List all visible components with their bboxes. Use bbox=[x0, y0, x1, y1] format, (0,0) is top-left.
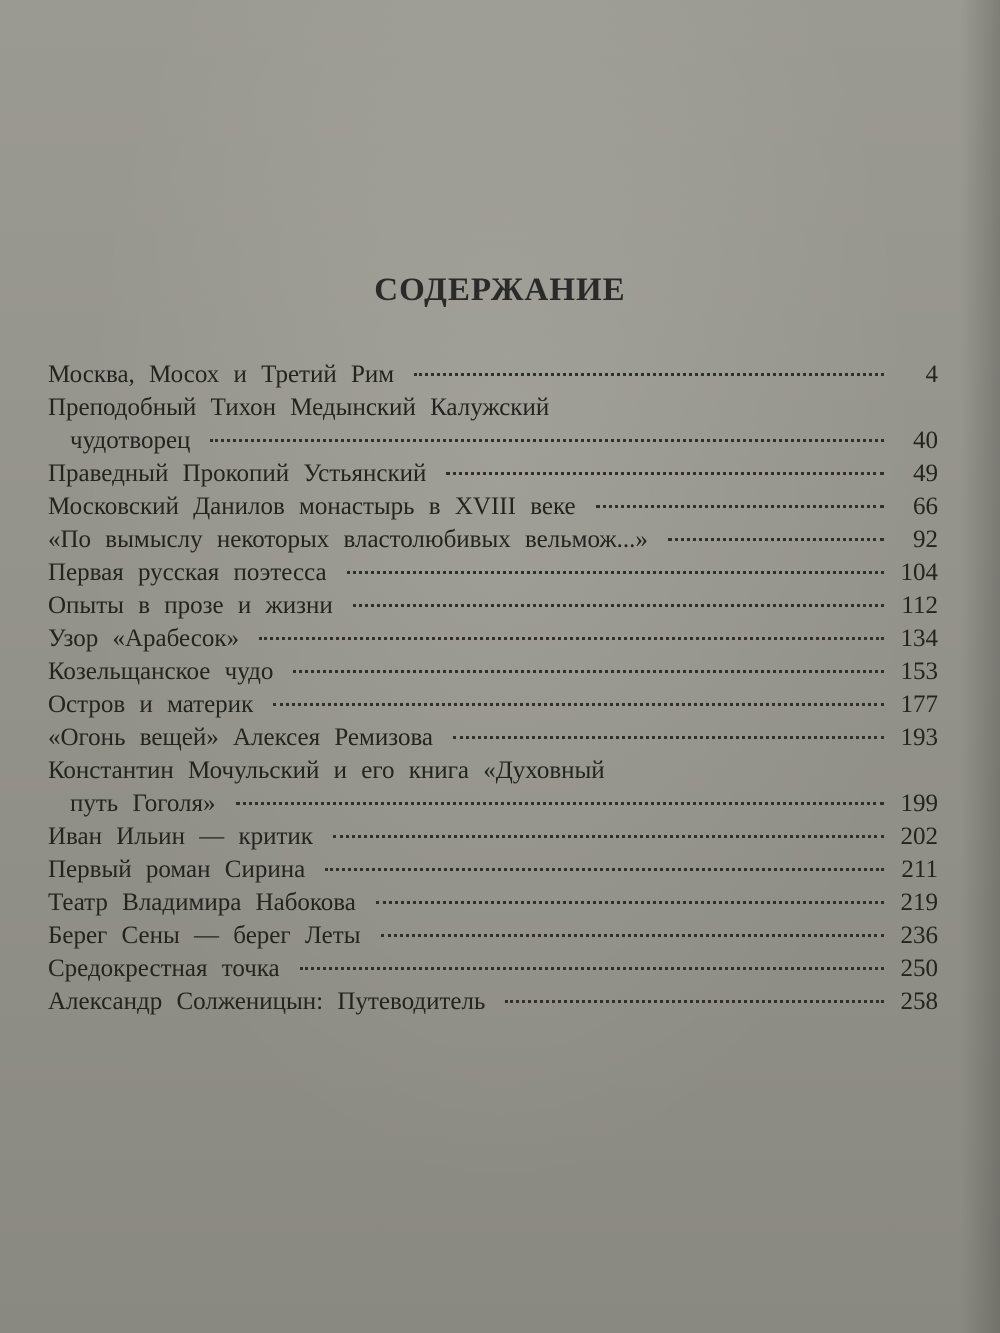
toc-page-number: 177 bbox=[900, 691, 938, 718]
dot-leader bbox=[210, 439, 884, 442]
toc-entry bbox=[48, 919, 938, 952]
toc-entry-title-line: Константин Мочульский и его книга «Духовный bbox=[48, 757, 605, 784]
toc-page-number: 219 bbox=[900, 889, 938, 916]
toc-entry bbox=[48, 490, 938, 523]
toc-entry-title: Опыты в прозе и жизни bbox=[48, 592, 333, 619]
toc-entry-title: Козельщанское чудо bbox=[48, 658, 274, 685]
toc-entry-title: Праведный Прокопий Устьянский bbox=[48, 460, 427, 487]
dot-leader bbox=[325, 868, 884, 871]
toc-entry bbox=[48, 622, 938, 655]
toc-page-number: 92 bbox=[913, 526, 938, 553]
page-edge-shadow bbox=[960, 0, 1000, 1333]
toc-page-number: 211 bbox=[901, 856, 938, 883]
toc-entry-title: Берег Сены — берег Леты bbox=[48, 922, 361, 949]
dot-leader bbox=[381, 934, 885, 937]
toc-page-number: 258 bbox=[900, 988, 938, 1015]
dot-leader bbox=[376, 901, 884, 904]
toc-entry bbox=[48, 457, 938, 490]
dot-leader bbox=[300, 967, 884, 970]
toc-entry bbox=[48, 424, 938, 457]
toc-page-number: 112 bbox=[901, 592, 938, 619]
toc-entry bbox=[48, 853, 938, 886]
dot-leader bbox=[347, 571, 884, 574]
toc-page-number: 193 bbox=[900, 724, 938, 751]
toc-page-number: 104 bbox=[900, 559, 938, 586]
toc-entry-title: путь Гоголя» bbox=[70, 790, 216, 817]
toc-page-number: 49 bbox=[913, 460, 938, 487]
toc-entry-title: Первый роман Сирина bbox=[48, 856, 306, 883]
toc-entry-title: чудотворец bbox=[70, 427, 191, 454]
toc-entry bbox=[48, 589, 938, 622]
toc-page-number: 199 bbox=[900, 790, 938, 817]
dot-leader bbox=[505, 1000, 884, 1003]
toc-entry-title: «По вымыслу некоторых властолюбивых вельмож...» bbox=[48, 526, 648, 553]
toc-entry bbox=[48, 787, 938, 820]
dot-leader bbox=[273, 703, 884, 706]
toc-page-number: 40 bbox=[913, 427, 938, 454]
toc-entry-title: Театр Владимира Набокова bbox=[48, 889, 356, 916]
toc-entry bbox=[48, 688, 938, 721]
page-title: СОДЕРЖАНИЕ bbox=[374, 272, 626, 308]
toc-entry bbox=[48, 985, 938, 1018]
dot-leader bbox=[596, 505, 884, 508]
dot-leader bbox=[259, 637, 884, 640]
toc-entry bbox=[48, 523, 938, 556]
dot-leader bbox=[414, 373, 884, 376]
toc-page-number: 153 bbox=[900, 658, 938, 685]
toc-entry bbox=[48, 358, 938, 391]
toc-page-number: 4 bbox=[925, 361, 938, 388]
toc-page-number: 202 bbox=[900, 823, 938, 850]
dot-leader bbox=[453, 736, 884, 739]
toc-entry-title: «Огонь вещей» Алексея Ремизова bbox=[48, 724, 434, 751]
toc-entry-title: Иван Ильин — критик bbox=[48, 823, 313, 850]
toc-page-number: 236 bbox=[900, 922, 938, 949]
toc-page-number: 134 bbox=[900, 625, 938, 652]
toc-entry-title: Александр Солженицын: Путеводитель bbox=[48, 988, 486, 1015]
toc-entry-title: Средокрестная точка bbox=[48, 955, 280, 982]
dot-leader bbox=[333, 835, 884, 838]
dot-leader bbox=[353, 604, 884, 607]
toc-entry bbox=[48, 655, 938, 688]
dot-leader bbox=[668, 538, 884, 541]
toc-entry bbox=[48, 820, 938, 853]
toc-entry-title-line: Преподобный Тихон Медынский Калужский bbox=[48, 394, 550, 421]
toc-page-number: 250 bbox=[900, 955, 938, 982]
dot-leader bbox=[293, 670, 884, 673]
table-of-contents bbox=[48, 358, 938, 1018]
toc-entry-title: Остров и материк bbox=[48, 691, 254, 718]
dot-leader bbox=[446, 472, 884, 475]
toc-entry-title: Узор «Арабесок» bbox=[48, 625, 239, 652]
toc-entry bbox=[48, 556, 938, 589]
toc-entry-title: Московский Данилов монастырь в XVIII веке bbox=[48, 493, 576, 520]
dot-leader bbox=[236, 802, 885, 805]
toc-page-number: 66 bbox=[913, 493, 938, 520]
toc-entry bbox=[48, 721, 938, 754]
toc-entry bbox=[48, 952, 938, 985]
toc-entry-title: Москва, Мосох и Третий Рим bbox=[48, 361, 395, 388]
toc-entry bbox=[48, 886, 938, 919]
toc-entry-title: Первая русская поэтесса bbox=[48, 559, 327, 586]
